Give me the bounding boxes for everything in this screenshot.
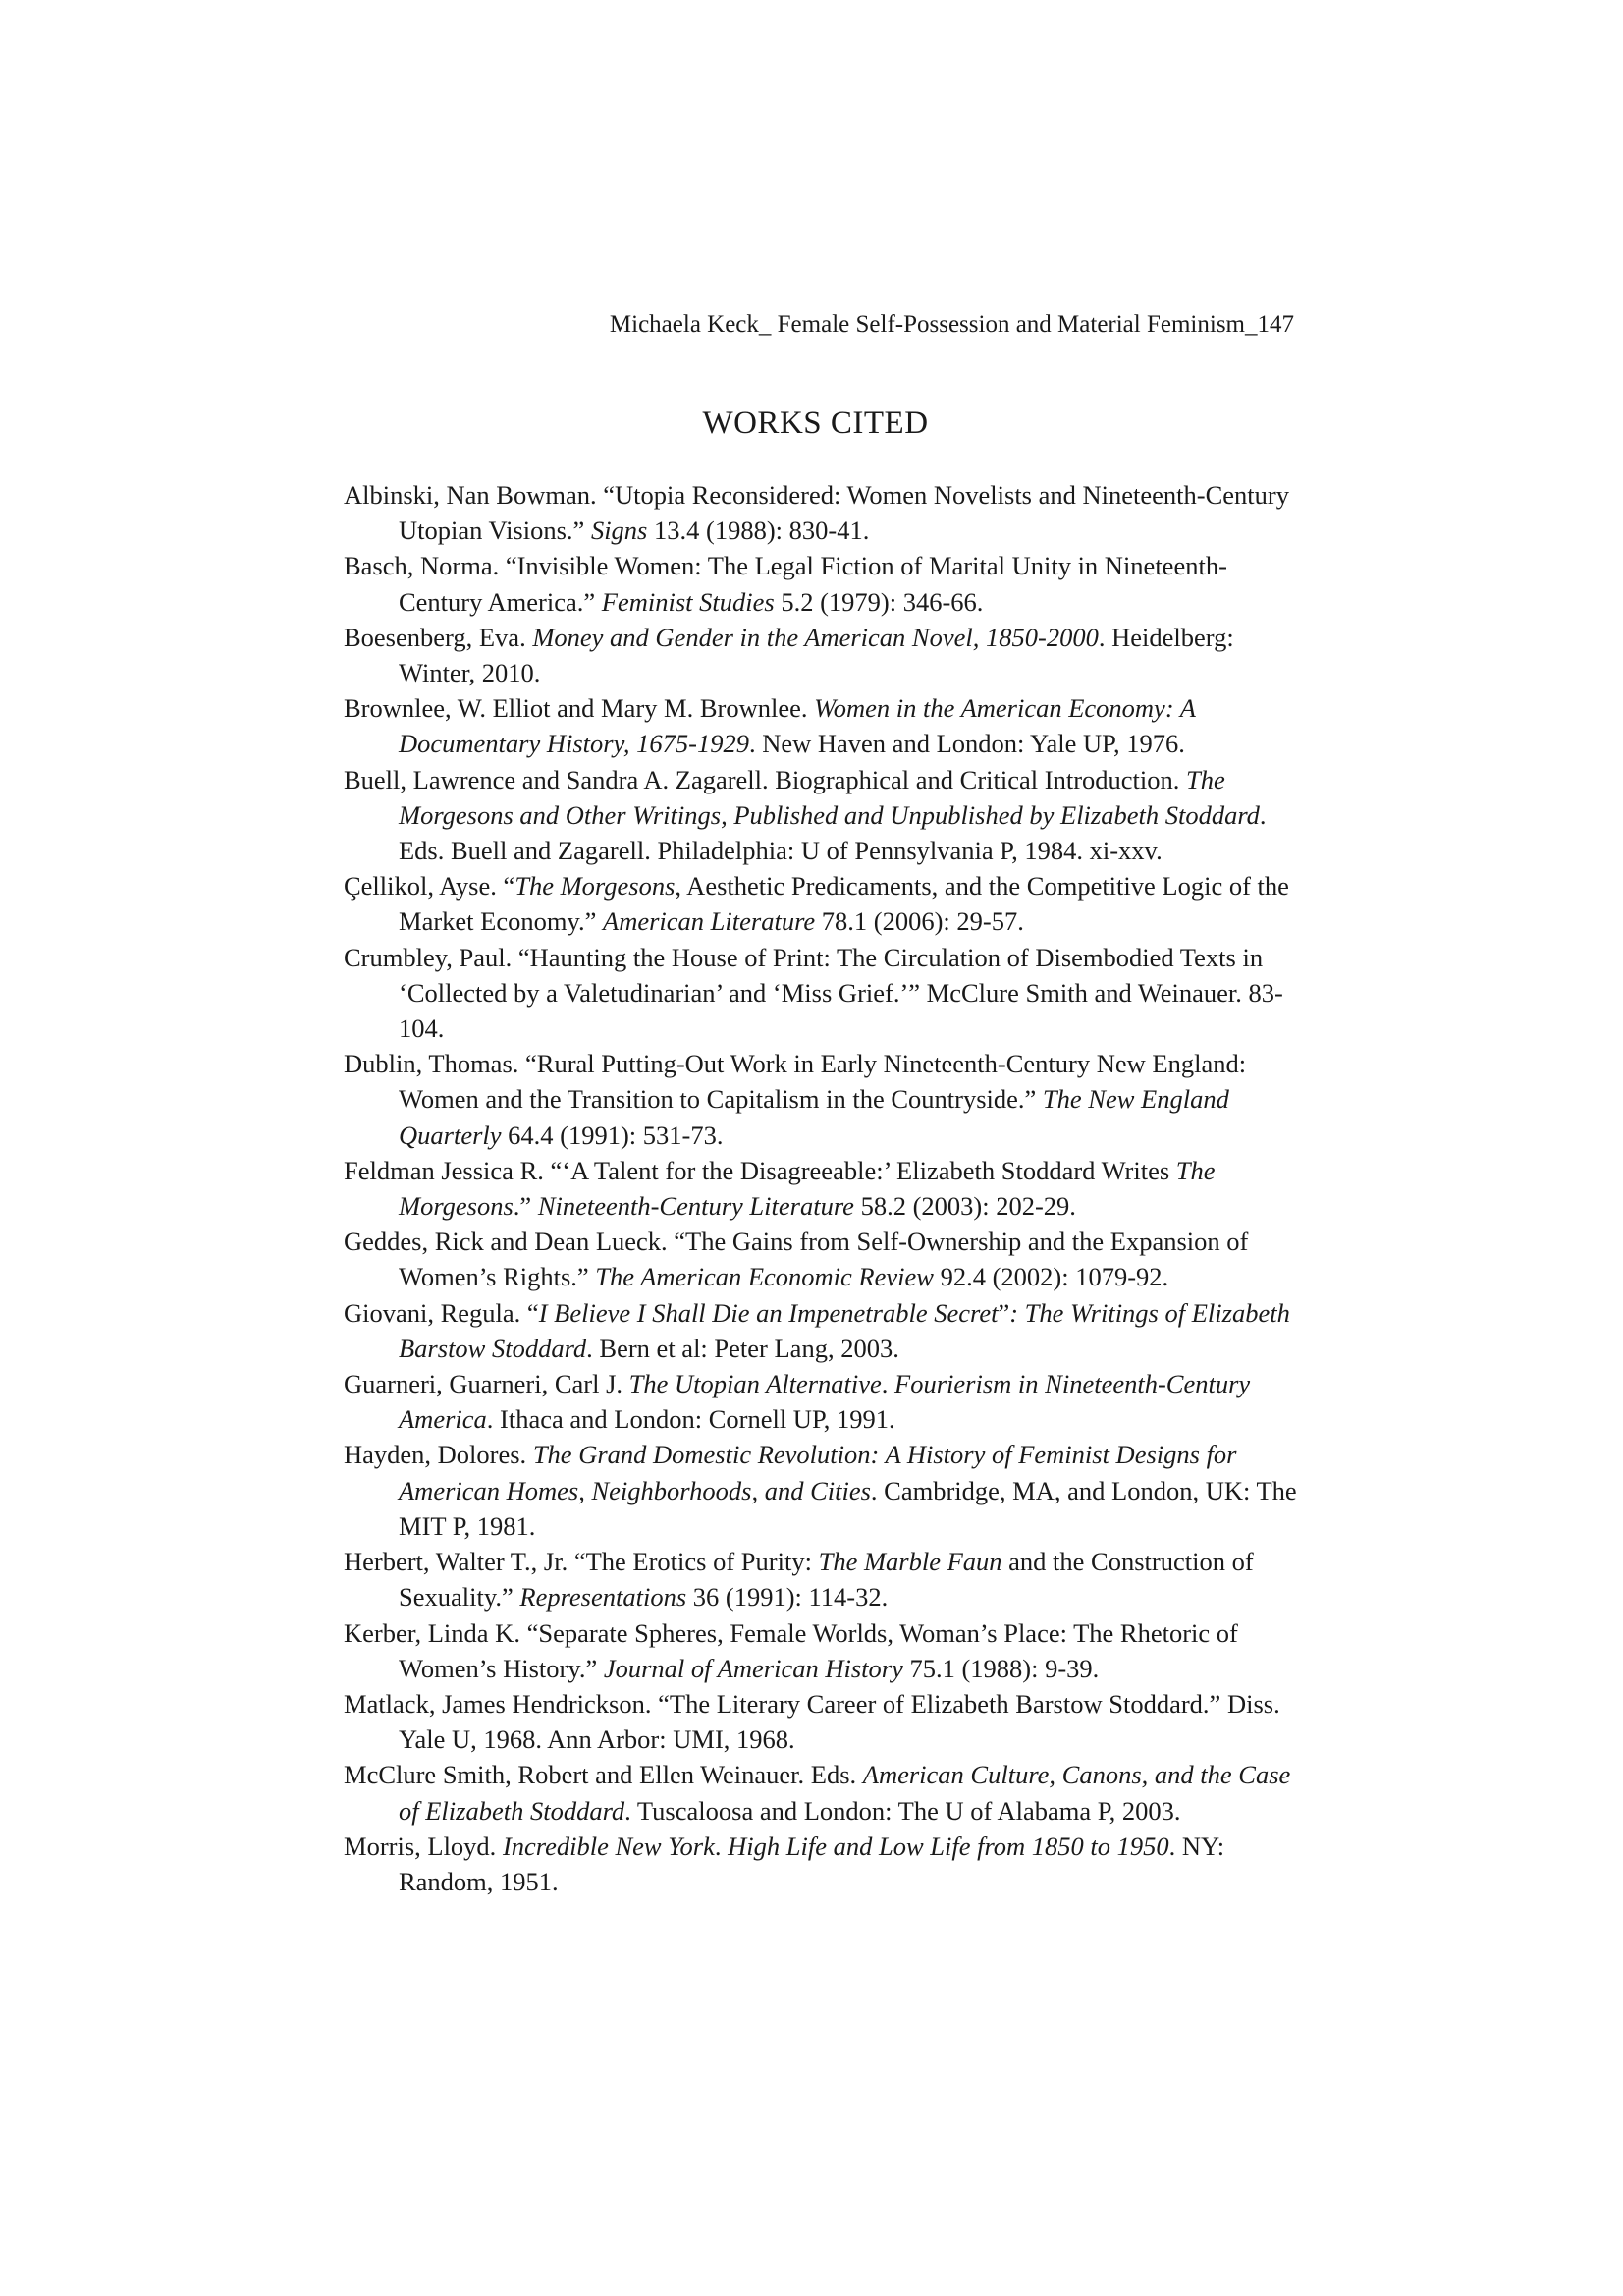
citation-text: Basch, Norma. “Invisible Women: The Legal Fiction of Marital Unity in Nineteenth-Century America.” [344,551,1227,617]
citation-text: 36 (1991): 114-32. [686,1582,889,1613]
citation-text: . NY: Random, 1951. [399,1831,1225,1896]
citation-entry [344,1829,1311,1899]
citation-text: Albinski, Nan Bowman. “Utopia Reconsidered: Women Novelists and Nineteenth-Century Utopian Visions.” [344,480,1289,546]
citation-title-italic: : The Writings of Elizabeth Barstow Stoddard [399,1297,1290,1363]
citation-entry [344,1757,1311,1828]
citation-title-italic: The Utopian Alternative [628,1369,882,1399]
citation-entry [344,762,1311,869]
citation-text: . Cambridge, MA, and London, UK: The MIT P, 1981. [399,1475,1297,1541]
citation-title-italic: The Morgesons and Other Writings, Published and Unpublished by Elizabeth Stoddard [399,764,1260,830]
citation-title-italic: Signs [590,516,648,546]
citation-text: 5.2 (1979): 346-66. [774,586,984,617]
citation-text: . Bern et al: Peter Lang, 2003. [586,1333,899,1363]
citation-text: 13.4 (1988): 830-41. [647,516,870,546]
citation-text: . Eds. Buell and Zagarell. Philadelphia: U of Pennsylvania P, 1984. xi-xxv. [399,799,1267,866]
running-header: Michaela Keck_ Female Self-Possession and Material Feminism_147 [609,311,1294,338]
citation-text: . New Haven and London: Yale UP, 1976. [748,729,1185,759]
citation-text: Hayden, Dolores. [344,1440,533,1470]
citation-entry [344,1437,1311,1544]
citation-title-italic: Representations [519,1582,687,1613]
citation-title-italic: Nineteenth-Century Literature [537,1191,854,1222]
citation-entry [344,940,1311,1047]
citation-entry [344,1544,1311,1614]
citation-entry [344,548,1311,619]
citation-text: 58.2 (2003): 202-29. [853,1191,1076,1222]
citation-text: Morris, Lloyd. [344,1831,503,1861]
citation-text: Feldman Jessica R. “‘A Talent for the Disagreeable:’ Elizabeth Stoddard Writes [344,1155,1176,1185]
citation-text: McClure Smith, Robert and Ellen Weinauer. Eds. [344,1760,863,1790]
citation-entry [344,1686,1311,1757]
citation-text: Geddes, Rick and Dean Lueck. “The Gains from Self-Ownership and the Expansion of Women’s Rights.” [344,1227,1249,1292]
citation-title-italic: High Life and Low Life from 1850 to 1950 [728,1831,1169,1861]
citation-entry [344,1046,1311,1153]
citation-text: Herbert, Walter T., Jr. “The Erotics of Purity: [344,1547,819,1577]
citation-title-italic: I Believe I Shall Die an Impenetrable Secret [538,1297,999,1328]
citation-text: Guarneri, Guarneri, Carl J. [344,1369,629,1399]
citation-text: 75.1 (1988): 9-39. [902,1653,1100,1683]
citation-entry [344,868,1311,939]
works-cited-list [344,477,1311,1899]
citation-entry [344,690,1311,761]
citation-title-italic: The Morgesons [514,871,676,902]
citation-text: 92.4 (2002): 1079-92. [933,1262,1169,1292]
citation-text: . Ithaca and London: Cornell UP, 1991. [486,1404,895,1435]
citation-title-italic: Money and Gender in the American Novel, 1850-2000 [532,622,1099,652]
citation-text: . Tuscaloosa and London: The U of Alabama P, 2003. [624,1795,1181,1826]
citation-text: Boesenberg, Eva. [344,622,533,652]
citation-text: , Aesthetic Predicaments, and the Competitive Logic of the Market Economy.” [399,871,1289,937]
citation-text: 64.4 (1991): 531-73. [501,1120,724,1150]
citation-text: Dublin, Thomas. “Rural Putting-Out Work in Early Nineteenth-Century New England: Women and the Transition to Capitalism in the Countryside.” [344,1049,1247,1115]
citation-title-italic: The Grand Domestic Revolution: A History of Feminist Designs for American Homes, Neighborhoods, and Cities [399,1440,1237,1505]
citation-title-italic: American Culture, Canons, and the Case of Elizabeth Stoddard [399,1760,1291,1826]
citation-text: . [714,1831,729,1861]
citation-entry [344,1366,1311,1437]
citation-text: Giovani, Regula. “ [344,1297,539,1328]
citation-text: . [881,1369,895,1399]
citation-text: Çellikol, Ayse. “ [344,871,515,902]
citation-text: ” [998,1297,1010,1328]
citation-entry [344,1224,1311,1294]
citation-title-italic: Fourierism in Nineteenth-Century America [399,1369,1251,1435]
citation-text: Brownlee, W. Elliot and Mary M. Brownlee. [344,693,815,724]
citation-title-italic: The Marble Faun [818,1547,1002,1577]
citation-title-italic: American Literature [603,906,816,937]
citation-title-italic: Women in the American Economy: A Documentary History, 1675-1929 [399,693,1196,759]
citation-entry [344,1295,1311,1366]
citation-text: Matlack, James Hendrickson. “The Literary Career of Elizabeth Barstow Stoddard.” Diss. Yale U, 1968. Ann Arbor: UMI, 1968. [344,1688,1280,1755]
citation-entry [344,620,1311,690]
citation-text: Buell, Lawrence and Sandra A. Zagarell. Biographical and Critical Introduction. [344,764,1187,794]
citation-text: and the Construction of Sexuality.” [399,1547,1254,1613]
citation-title-italic: The Morgesons [399,1155,1216,1222]
citation-text: Kerber, Linda K. “Separate Spheres, Female Worlds, Woman’s Place: The Rhetoric of Women’s History.” [344,1617,1238,1683]
citation-text: .” [513,1191,538,1222]
section-title: WORKS CITED [702,406,929,441]
citation-entry [344,477,1311,548]
citation-entry [344,1153,1311,1224]
citation-text: 78.1 (2006): 29-57. [815,906,1024,937]
citation-title-italic: The New England Quarterly [399,1084,1229,1150]
citation-text: Crumbley, Paul. “Haunting the House of Print: The Circulation of Disembodied Texts in ‘Collected by a Valetudinarian’ and ‘Miss Grief.’” McClure Smith and Weinauer. 83-104. [344,942,1283,1044]
citation-text: . Heidelberg: Winter, 2010. [399,622,1234,688]
citation-title-italic: Feminist Studies [601,586,775,617]
citation-title-italic: The American Economic Review [595,1262,934,1292]
citation-title-italic: Journal of American History [603,1653,903,1683]
citation-title-italic: Incredible New York [502,1831,715,1861]
citation-entry [344,1615,1311,1686]
